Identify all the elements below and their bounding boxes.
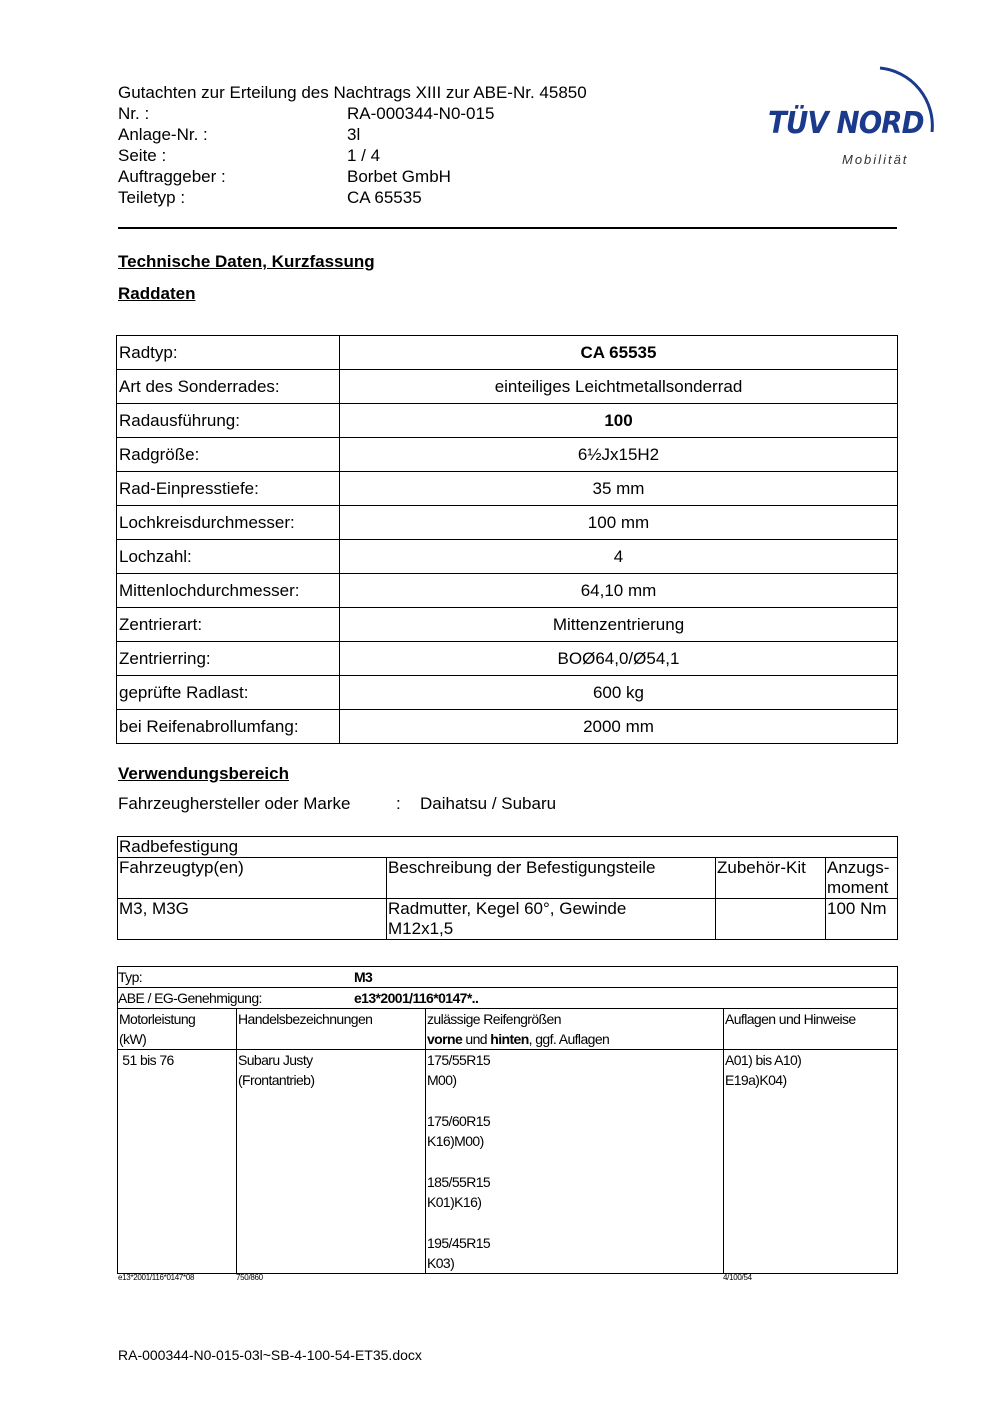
abe-value: e13*2001/116*0147*.. [354, 990, 479, 1006]
cell-value: BOØ64,0/Ø54,1 [340, 642, 898, 676]
table-row [118, 1050, 898, 1274]
tire-size: 175/60R15 [427, 1113, 491, 1129]
header-label: Nr. : [118, 104, 150, 123]
cell-label: Zentrierart: [117, 608, 340, 642]
cell-value: Mittenzentrierung [340, 608, 898, 642]
handel-line2: (Frontantrieb) [238, 1072, 315, 1088]
typ-cell [118, 967, 898, 988]
cell-fahrzeugtyp: M3, M3G [118, 899, 387, 940]
tire-codes: K01)K16) [427, 1194, 482, 1210]
header-reifengroessen [426, 1009, 724, 1050]
section-title-raddaten: Raddaten [118, 284, 196, 303]
spacer [427, 1212, 722, 1233]
cell-handelsbezeichnung [237, 1050, 426, 1274]
cell-value: einteiliges Leichtmetallsonderrad [340, 370, 898, 404]
table-row [117, 336, 898, 370]
table-header-row [118, 1009, 898, 1050]
header-label: Seite : [118, 146, 167, 165]
radbefestigung-title: Radbefestigung [118, 837, 898, 858]
fahrzeughersteller-label: Fahrzeughersteller oder Marke [118, 794, 351, 813]
cell-label: bei Reifenabrollumfang: [117, 710, 340, 744]
header-beschreibung: Beschreibung der Befestigungsteile [387, 858, 716, 899]
header-anzugsmoment [826, 858, 898, 899]
header-vorne: vorne [427, 1031, 463, 1047]
cell-label: Mittenlochdurchmesser: [117, 574, 340, 608]
typ-value: M3 [354, 969, 373, 985]
header-handelsbezeichnungen: Handelsbezeichnungen [237, 1009, 426, 1050]
tuev-nord-logo [760, 56, 945, 171]
header-und: und [462, 1031, 491, 1047]
tire-size: 185/55R15 [427, 1174, 491, 1190]
cell-anzugsmoment: 100 Nm [826, 899, 898, 940]
cell-value: 100 mm [340, 506, 898, 540]
header-label: Anlage-Nr. : [118, 125, 208, 144]
radbefestigung-table [117, 836, 898, 940]
header-auflagen-suffix: , ggf. Auflagen [528, 1031, 610, 1047]
header-row-anlage [118, 124, 587, 145]
header-reifengroessen-line2 [427, 1029, 722, 1049]
table-row [117, 642, 898, 676]
logo-wordmark: TÜV NORD [768, 106, 924, 141]
footnote-radlast: 750/860 [236, 1273, 263, 1282]
table-row [118, 837, 898, 858]
cell-label: geprüfte Radlast: [117, 676, 340, 710]
table-header-row [118, 858, 898, 899]
cell-label: Rad-Einpresstiefe: [117, 472, 340, 506]
table-row [117, 506, 898, 540]
table-row [118, 899, 898, 940]
table-row [117, 404, 898, 438]
header-label: Auftraggeber : [118, 167, 226, 186]
header-value: RA-000344-N0-015 [347, 104, 495, 123]
tire-size: 175/55R15 [427, 1052, 491, 1068]
fahrzeughersteller-colon: : [396, 794, 401, 813]
header-zubehoer-kit: Zubehör-Kit [716, 858, 826, 899]
cell-value: 6½Jx15H2 [340, 438, 898, 472]
header-value: 1 / 4 [347, 146, 381, 165]
cell-label: Art des Sonderrades: [117, 370, 340, 404]
logo-subtitle: Mobilität [842, 152, 909, 167]
table-row [117, 608, 898, 642]
footnote-genehmigung: e13*2001/116*0147*08 [118, 1273, 195, 1282]
section-title-technische-daten: Technische Daten, Kurzfassung [118, 252, 375, 271]
spacer [427, 1090, 722, 1111]
header-row-auftraggeber [118, 166, 587, 187]
header-value: CA 65535 [347, 188, 422, 207]
table-row [117, 438, 898, 472]
header-value: Borbet GmbH [347, 167, 451, 186]
table-row [117, 710, 898, 744]
cell-beschreibung-line1: Radmutter, Kegel 60°, Gewinde [388, 899, 627, 918]
tire-codes: M00) [427, 1072, 457, 1088]
header-motorleistung [118, 1009, 237, 1050]
typ-row [118, 967, 898, 988]
header-label: Teiletyp : [118, 188, 186, 207]
cell-label: Radtyp: [117, 336, 340, 370]
cell-auflagen [724, 1050, 898, 1274]
raddaten-table [116, 335, 898, 744]
abe-row [118, 988, 898, 1009]
header-row-seite [118, 145, 587, 166]
document-header [118, 82, 587, 208]
cell-label: Zentrierring: [117, 642, 340, 676]
tire-size: 195/45R15 [427, 1235, 491, 1251]
header-motorleistung-line1: Motorleistung [119, 1011, 196, 1027]
tire-codes: K03) [427, 1255, 455, 1271]
header-anzugsmoment-line1: Anzugs- [827, 858, 890, 877]
cell-value: CA 65535 [340, 336, 898, 370]
table-row [117, 370, 898, 404]
motor-value: 51 bis 76 [119, 1052, 174, 1068]
cell-value: 2000 mm [340, 710, 898, 744]
header-row-nr [118, 103, 587, 124]
cell-value: 4 [340, 540, 898, 574]
cell-beschreibung [387, 899, 716, 940]
auflagen-line2: E19a)K04) [725, 1072, 787, 1088]
header-hinten: hinten [490, 1031, 529, 1047]
typ-table [117, 966, 898, 1274]
footnote-lochbild: 4/100/54 [723, 1273, 752, 1282]
header-divider [118, 227, 897, 229]
cell-beschreibung-line2: M12x1,5 [388, 919, 454, 938]
header-auflagen-hinweise: Auflagen und Hinweise [724, 1009, 898, 1050]
cell-value: 600 kg [340, 676, 898, 710]
cell-zubehoer-kit [716, 899, 826, 940]
table-row [117, 540, 898, 574]
cell-value: 64,10 mm [340, 574, 898, 608]
document-title: Gutachten zur Erteilung des Nachtrags XIII zur ABE-Nr. 45850 [118, 83, 587, 102]
cell-label: Radausführung: [117, 404, 340, 438]
table-row [117, 472, 898, 506]
header-row-teiletyp [118, 187, 587, 208]
cell-value: 35 mm [340, 472, 898, 506]
cell-label: Lochzahl: [117, 540, 340, 574]
spacer [427, 1151, 722, 1172]
cell-label: Radgröße: [117, 438, 340, 472]
handel-line1: Subaru Justy [238, 1052, 313, 1068]
abe-cell [118, 988, 898, 1009]
header-anzugsmoment-line2: moment [827, 878, 889, 897]
auflagen-line1: A01) bis A10) [725, 1052, 802, 1068]
table-row [117, 574, 898, 608]
header-fahrzeugtyp: Fahrzeugtyp(en) [118, 858, 387, 899]
abe-label: ABE / EG-Genehmigung: [118, 990, 262, 1006]
typ-label: Typ: [118, 969, 143, 985]
cell-motorleistung [118, 1050, 237, 1274]
fahrzeughersteller-value: Daihatsu / Subaru [420, 794, 557, 813]
header-reifengroessen-line1: zulässige Reifengrößen [427, 1011, 561, 1027]
tire-codes: K16)M00) [427, 1133, 484, 1149]
cell-reifengroessen [426, 1050, 724, 1274]
cell-label: Lochkreisdurchmesser: [117, 506, 340, 540]
header-motorleistung-line2: (kW) [119, 1031, 147, 1047]
cell-value: 100 [340, 404, 898, 438]
document-footer-filename: RA-000344-N0-015-03l~SB-4-100-54-ET35.docx [118, 1347, 422, 1363]
header-value: 3l [347, 125, 361, 144]
section-title-verwendungsbereich: Verwendungsbereich [118, 764, 289, 783]
table-row [117, 676, 898, 710]
